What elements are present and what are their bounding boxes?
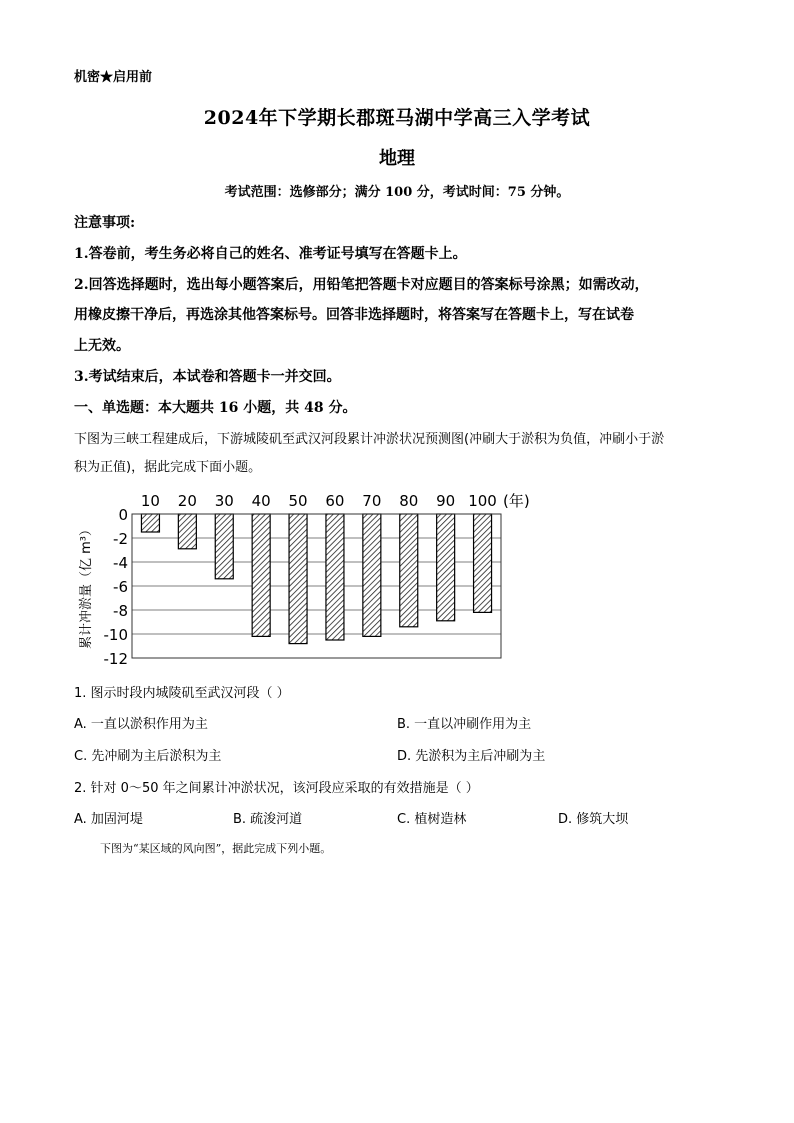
question-intro-line-2: 积为正值)，据此完成下面小题。 (74, 460, 262, 475)
y-tick-label: -8 (113, 602, 128, 620)
q2-option-b[interactable]: B. 疏浚河道 (233, 812, 303, 827)
x-tick-label: 60 (325, 492, 345, 510)
x-unit-label: (年) (503, 492, 530, 510)
q2-option-c[interactable]: C. 植树造林 (397, 812, 467, 827)
x-tick-label: 10 (140, 492, 160, 510)
y-tick-label: -10 (103, 626, 128, 644)
x-tick-label: 20 (177, 492, 197, 510)
scour-silt-bar-chart (76, 488, 556, 668)
y-tick-label: -4 (113, 554, 128, 572)
x-tick-label: 90 (436, 492, 456, 510)
x-tick-label: 80 (399, 492, 419, 510)
bar (252, 514, 270, 636)
exam-scope: 考试范围：选修部分；满分 100 分，考试时间：75 分钟。 (224, 185, 570, 200)
y-tick-label: -12 (103, 650, 128, 668)
q1-option-d[interactable]: D. 先淤积为主后冲刷为主 (397, 749, 546, 764)
bar (141, 514, 159, 532)
confidential-label: 机密★启用前 (74, 70, 153, 85)
q1-stem: 1. 图示时段内城陵矶至武汉河段（ ） (74, 686, 290, 701)
y-tick-label: -6 (113, 578, 128, 596)
x-tick-label: 50 (288, 492, 308, 510)
notice-item-2-line-2: 用橡皮擦干净后，再选涂其他答案标号。回答非选择题时，将答案写在答题卡上，写在试卷 (74, 307, 634, 323)
q1-option-b[interactable]: B. 一直以冲刷作用为主 (397, 717, 532, 732)
y-tick-label: 0 (118, 506, 128, 524)
q2-stem: 2. 针对 0～50 年之间累计冲淤状况，该河段应采取的有效措施是（ ） (74, 781, 479, 796)
bar (178, 514, 196, 549)
bar (363, 514, 381, 636)
x-tick-label: 100 (468, 492, 497, 510)
y-tick-label: -2 (113, 530, 128, 548)
bar (215, 514, 233, 579)
x-tick-label: 70 (362, 492, 382, 510)
bar (437, 514, 455, 621)
exam-title: 2024年下学期长郡斑马湖中学高三入学考试 (203, 107, 591, 129)
q1-option-c[interactable]: C. 先冲刷为主后淤积为主 (74, 749, 222, 764)
notice-item-3: 3.考试结束后，本试卷和答题卡一并交回。 (74, 369, 341, 385)
bar (289, 514, 307, 644)
x-tick-label: 30 (214, 492, 234, 510)
subject-title: 地理 (379, 148, 415, 169)
next-question-intro: 下图为“某区域的风向图”，据此完成下列小题。 (100, 842, 332, 855)
q2-option-a[interactable]: A. 加固河堤 (74, 812, 143, 827)
notice-item-2-line-1: 2.回答选择题时，选出每小题答案后，用铅笔把答题卡对应题目的答案标号涂黑；如需改动， (74, 277, 649, 293)
x-tick-label: 40 (251, 492, 271, 510)
q1-option-a[interactable]: A. 一直以淤积作用为主 (74, 717, 208, 732)
bar (326, 514, 344, 640)
question-intro-line-1: 下图为三峡工程建成后，下游城陵矶至武汉河段累计冲淤状况预测图(冲刷大于淤积为负值，冲刷小于淤 (74, 432, 665, 447)
bar (400, 514, 418, 627)
notice-item-2-line-3: 上无效。 (74, 338, 130, 354)
section-heading: 一、单选题：本大题共 16 小题，共 48 分。 (74, 400, 357, 416)
q2-option-d[interactable]: D. 修筑大坝 (558, 812, 629, 827)
notice-heading: 注意事项: (74, 215, 136, 231)
y-axis-label: 累计冲淤量（亿 m³） (79, 522, 94, 650)
bar (474, 514, 492, 612)
notice-item-1: 1.答卷前，考生务必将自己的姓名、准考证号填写在答题卡上。 (74, 246, 467, 262)
